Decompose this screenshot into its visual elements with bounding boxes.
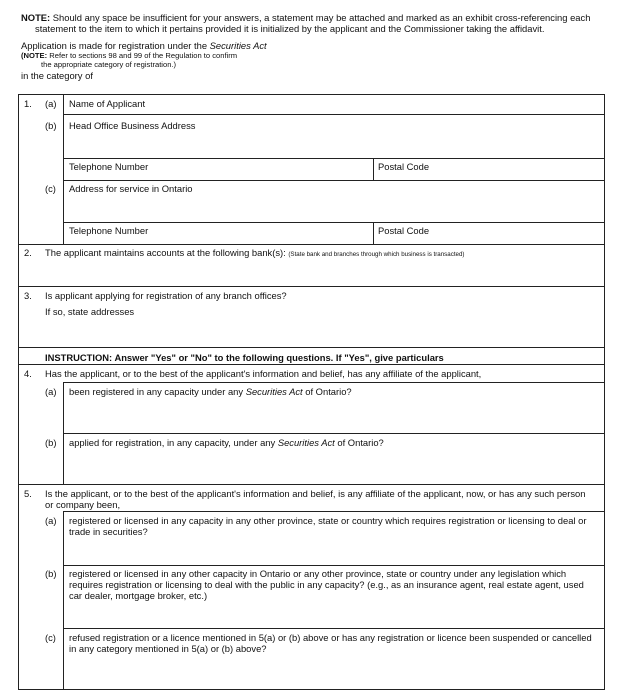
service-address-label: Address for service in Ontario [69,183,193,194]
telephone-label-2: Telephone Number [69,225,149,236]
name-of-applicant-label: Name of Applicant [69,98,146,109]
divider-1c [63,180,605,181]
form-border-right [604,94,605,690]
item-4a-act: Securities Act [245,386,303,397]
item-5-number: 5. [24,488,32,499]
application-line [21,40,267,51]
item-5b-box-top [63,565,605,566]
item-4b-label: (b) [45,437,57,448]
item-5c-label: (c) [45,632,56,643]
divider-1a [63,114,605,115]
form-border-top [18,94,605,95]
phone-postal-divider-2 [373,222,374,245]
item-4a-box-top [63,382,605,383]
item-4a-question [69,386,352,397]
item-5a-label: (a) [45,515,57,526]
telephone-label-1: Telephone Number [69,161,149,172]
item-5a-box-top [63,511,605,512]
item-5c-line-1: refused registration or a licence mentioned in 5(a) or (b) above or has any registration or licence been suspended or cancelled [69,632,592,643]
application-note-line-2: the appropriate category of registration.) [41,60,177,69]
item-5c-box-top [63,628,605,629]
form-border-left [18,94,19,690]
divider-item-3 [18,286,605,287]
postal-code-label-1: Postal Code [378,161,430,172]
item-5a-line-2: trade in securities? [69,526,148,537]
application-note-label: (NOTE: [21,51,48,60]
item-5b-label: (b) [45,568,57,579]
application-note-text-1: Refer to sections 98 and 99 of the Regulation to confirm [49,51,238,60]
divider-item-4 [18,364,605,365]
item-3-number: 3. [24,290,32,301]
divider-item-5 [18,484,605,485]
divider-1c-phone [63,222,605,223]
application-note-line-1 [21,51,237,60]
item-5-line-2: or company been, [45,499,121,510]
securities-act-text: Securities Act [209,40,267,51]
note-text-1: Should any space be insufficient for your answers, a statement may be attached and marked as an exhibit cross-referencing each [52,12,591,23]
form-border-bottom [18,689,605,690]
item-4b-act: Securities Act [277,437,335,448]
item-2-small-text: (State bank and branches through which business is transacted) [288,251,465,258]
application-text: Application is made for registration under the [21,40,210,51]
item-4b-post: of Ontario? [334,437,384,448]
item-4b-question [69,437,384,448]
item-5b-line-1: registered or licensed in any other capacity in Ontario or any other province, state or country under any legislation which [69,568,567,579]
item-2-question [45,247,464,260]
phone-postal-divider-1 [373,158,374,180]
note-line-2: statement to the item to which it pertains provided it is initialized by the applicant and the Commissioner taking the affidavit. [35,23,545,34]
item-4b-box-top [63,433,605,434]
item-3-subtext: If so, state addresses [45,306,135,317]
item-1b-label: (b) [45,120,57,131]
divider-1b-phone [63,158,605,159]
divider-item-2 [18,244,605,245]
item-4a-pre: been registered in any capacity under any [69,386,246,397]
item-2-number: 2. [24,247,32,258]
item-5a-line-1: registered or licensed in any capacity in any other province, state or country which requires registration or licensing to deal or [69,515,587,526]
item-5-inner-left [63,511,64,690]
item-5c-line-2: in any category mentioned in 5(a) or (b) above? [69,643,267,654]
item-1-number: 1. [24,98,32,109]
item-4a-label: (a) [45,386,57,397]
item-5-line-1: Is the applicant, or to the best of the applicant's information and belief, is any affiliate of the applicant, now, or has any such person [45,488,586,499]
note-line-1 [21,12,590,23]
item-3-question: Is applicant applying for registration of any branch offices? [45,290,287,301]
note-label: NOTE: [21,12,51,23]
item-4-question: Has the applicant, or to the best of the applicant's information and belief, has any affiliate of the applicant, [45,368,482,379]
instruction-text: INSTRUCTION: Answer "Yes" or "No" to the following questions. If "Yes", give particulars [45,352,444,363]
item-4b-pre: applied for registration, in any capacity, under any [69,437,278,448]
item-1a-label: (a) [45,98,57,109]
item-4-number: 4. [24,368,32,379]
item-4a-post: of Ontario? [302,386,352,397]
item-5b-line-3: car dealer, mortgage broker, etc.) [69,590,208,601]
item-2-text: The applicant maintains accounts at the following bank(s): [45,247,286,258]
item-5b-line-2: requires registration or licensing to deal with the public in any capacity? (e.g., as an insurance agent, real estate agent, used [69,579,584,590]
category-label: in the category of [21,70,93,81]
item-1c-label: (c) [45,183,56,194]
head-office-address-label: Head Office Business Address [69,120,196,131]
divider-instruction [18,347,605,348]
postal-code-label-2: Postal Code [378,225,430,236]
